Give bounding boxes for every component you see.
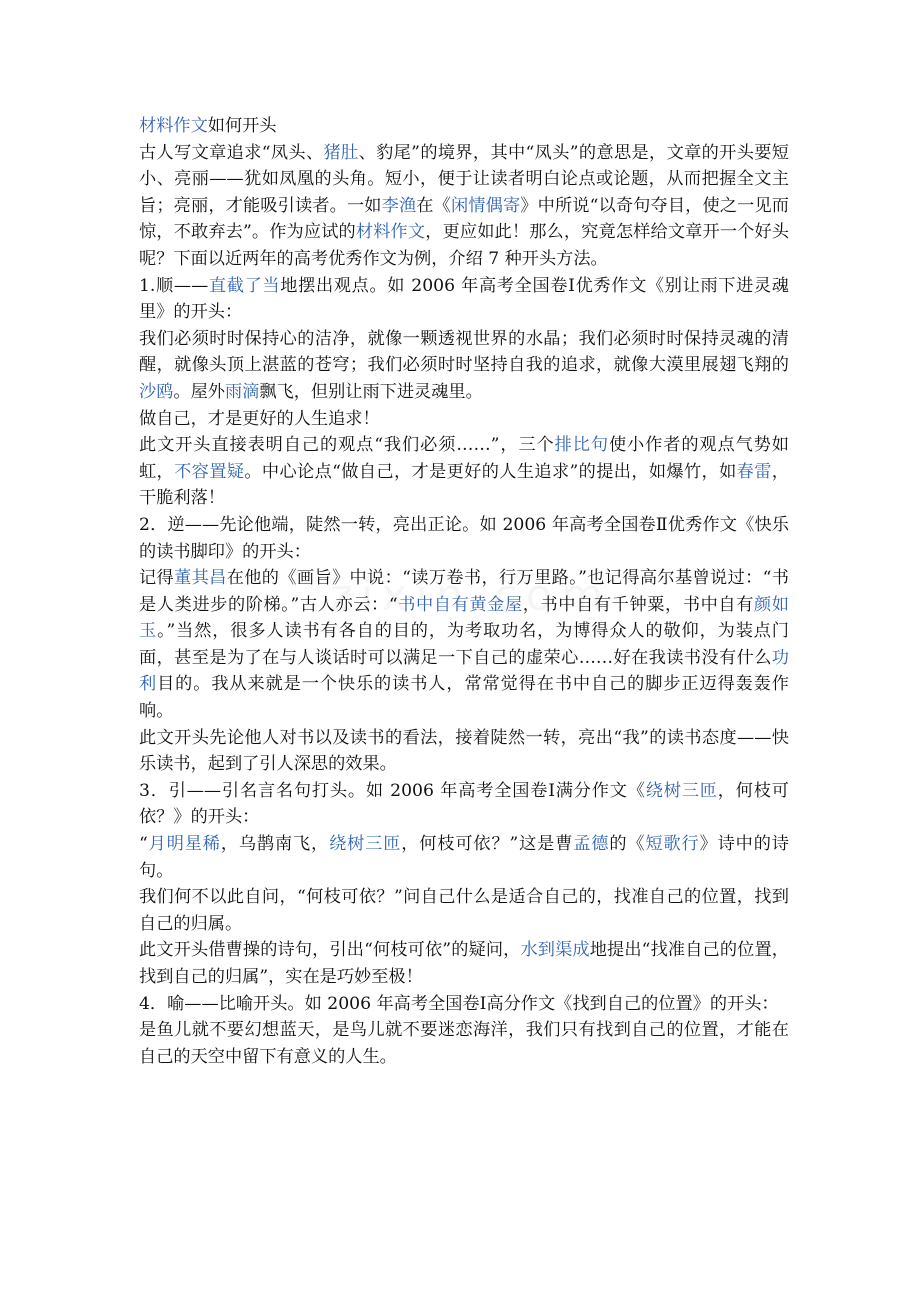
keyword-link[interactable]: 水到渠成 <box>520 940 590 961</box>
text-run: 2．逆——先论他端，陡然一转，亮出正论。如 2006 年高考全国卷Ⅱ优秀作文《快乐的读书脚印》的开头： <box>139 514 789 562</box>
keyword-link[interactable]: 功利 <box>139 647 789 695</box>
text-run: 做自己，才是更好的人生追求！ <box>139 408 380 429</box>
paragraph <box>139 432 789 512</box>
keyword-link[interactable]: 不容置疑 <box>174 461 245 482</box>
text-run: 。屋外 <box>173 381 225 402</box>
text-run: ，何枝可依？》的开头： <box>139 780 789 828</box>
text-run: ，乌鹊南飞， <box>220 834 330 855</box>
text-run: 3．引——引名言名句打头。如 2006 年高考全国卷Ⅰ满分作文《 <box>139 780 646 801</box>
text-run: 》诗中的诗句。 <box>139 834 789 881</box>
text-run: 。”当然，很多人读书有各自的目的，为考取功名，为博得众人的敬仰，为装点门面，甚至是为了在与人谈话时可以满足一下自己的虚荣心……好在我读书没有什么 <box>139 621 789 668</box>
keyword-link[interactable]: 闲情偶寄 <box>450 195 521 216</box>
text-run: 记得 <box>139 568 175 589</box>
text-run: 4．喻——比喻开头。如 2006 年高考全国卷Ⅰ高分作文《找到自己的位置》的开头： <box>139 993 779 1014</box>
text-run: 古人写文章追求“凤头、 <box>139 142 324 163</box>
paragraph <box>139 991 789 1018</box>
paragraph <box>139 326 789 406</box>
paragraph <box>139 778 789 831</box>
keyword-link[interactable]: 颜如玉 <box>139 594 789 642</box>
paragraph <box>139 406 789 433</box>
keyword-link[interactable]: 排比句 <box>554 435 609 456</box>
keyword-link[interactable]: 材料作文 <box>355 222 426 243</box>
text-run: 此文开头先论他人对书以及读书的看法，接着陡然一转，亮出“我”的读书态度——快乐读书，起到了引人深思的效果。 <box>139 727 789 775</box>
keyword-link[interactable]: 短歌行 <box>645 834 700 855</box>
paragraph <box>139 512 789 565</box>
text-run: 的《 <box>609 834 646 855</box>
text-run: 》中所说“以奇句夺目，使之一见而惊，不敢弃去”。作为应试的 <box>139 195 789 243</box>
text-run: 是鱼儿就不要幻想蓝天，是鸟儿就不要迷恋海洋，我们只有找到自己的位置，才能在自己的天空中留下有意义的人生。 <box>139 1020 789 1067</box>
keyword-link[interactable]: 雨滴 <box>224 381 260 402</box>
text-run: 地摆出观点。如 2006 年高考全国卷Ⅰ优秀作文《别让雨下进灵魂里》的开头： <box>139 275 789 323</box>
text-run: 飘飞，但别让雨下进灵魂里。 <box>259 381 483 402</box>
keyword-link[interactable]: 月明星稀 <box>147 834 221 855</box>
text-run: 此文开头借曹操的诗句，引出“何枝可依”的疑问， <box>139 940 521 961</box>
text-run: “ <box>139 834 148 855</box>
document-body <box>139 113 789 1070</box>
text-run: 。中心论点“做自己，才是更好的人生追求”的提出，如爆竹，如 <box>244 461 737 482</box>
keyword-link[interactable]: 直截了当 <box>208 275 281 296</box>
text-run: 、豹尾”的境界，其中“凤头”的意思是，文章的开头要短小、亮丽——犹如凤凰的头角。短小，便于让读者明白论点或论题，从而把握全文主旨；亮丽，才能吸引读者。一如 <box>139 142 789 216</box>
keyword-link[interactable]: 孟德 <box>573 834 610 855</box>
keyword-link[interactable]: 猪肚 <box>323 142 359 163</box>
keyword-link[interactable]: 材料作文 <box>139 116 208 136</box>
text-run: ，书中自有千钟粟，书中自有 <box>522 594 754 615</box>
paragraph <box>139 725 789 778</box>
text-run: 地提出“找准自己的位置，找到自己的归属”，实在是巧妙至极！ <box>139 940 789 987</box>
keyword-link[interactable]: 绕树三匝 <box>645 780 718 801</box>
paragraph <box>139 937 789 990</box>
keyword-link[interactable]: 春雷 <box>736 461 772 482</box>
keyword-link[interactable]: 沙鸥 <box>139 381 174 402</box>
text-run: ，更应如此！那么，究竟怎样给文章开一个好头呢？下面以近两年的高考优秀作文为例，介绍 7 种开头方法。 <box>139 222 789 269</box>
keyword-link[interactable]: 李渔 <box>381 195 417 216</box>
text-run: 目的。我从来就是一个快乐的读书人，常常觉得在书中自己的脚步正迈得轰轰作响。 <box>139 674 789 722</box>
text-run: 我们必须时时保持心的洁净，就像一颗透视世界的水晶；我们必须时时保持灵魂的清醒，就像头顶上湛蓝的苍穹；我们必须时时坚持自我的追求，就像大漠里展翅飞翔的 <box>139 328 789 376</box>
paragraph <box>139 1017 789 1070</box>
text-run: ，干脆利落！ <box>139 461 789 509</box>
keyword-link[interactable]: 绕树三匝 <box>329 834 402 855</box>
text-run: 我们何不以此自问，“何枝可依？”问自己什么是适合自己的，找准自己的位置，找到自己的归属。 <box>139 887 789 934</box>
text-run: 1.顺—— <box>139 275 209 296</box>
paragraph <box>139 565 789 725</box>
text-run: ，何枝可依？”这是曹 <box>401 834 574 855</box>
paragraph <box>139 273 789 326</box>
text-run: 此文开头直接表明自己的观点“我们必须……”，三个 <box>139 435 555 456</box>
keyword-link[interactable]: 书中自有黄金屋 <box>397 594 523 615</box>
paragraph <box>139 140 789 273</box>
paragraph <box>139 831 789 884</box>
keyword-link[interactable]: 董其昌 <box>174 568 227 589</box>
article-title <box>139 113 789 140</box>
text-run: 如何开头 <box>207 116 277 136</box>
text-run: 在《 <box>416 195 451 216</box>
text-run: 在他的《画旨》中说：“读万卷书，行万里路。”也记得高尔基曾说过：“书是人类进步的阶梯。”古人亦云：“ <box>139 568 789 615</box>
text-run: 使小作者的观点气势如虹， <box>139 435 789 482</box>
paragraph <box>139 884 789 937</box>
